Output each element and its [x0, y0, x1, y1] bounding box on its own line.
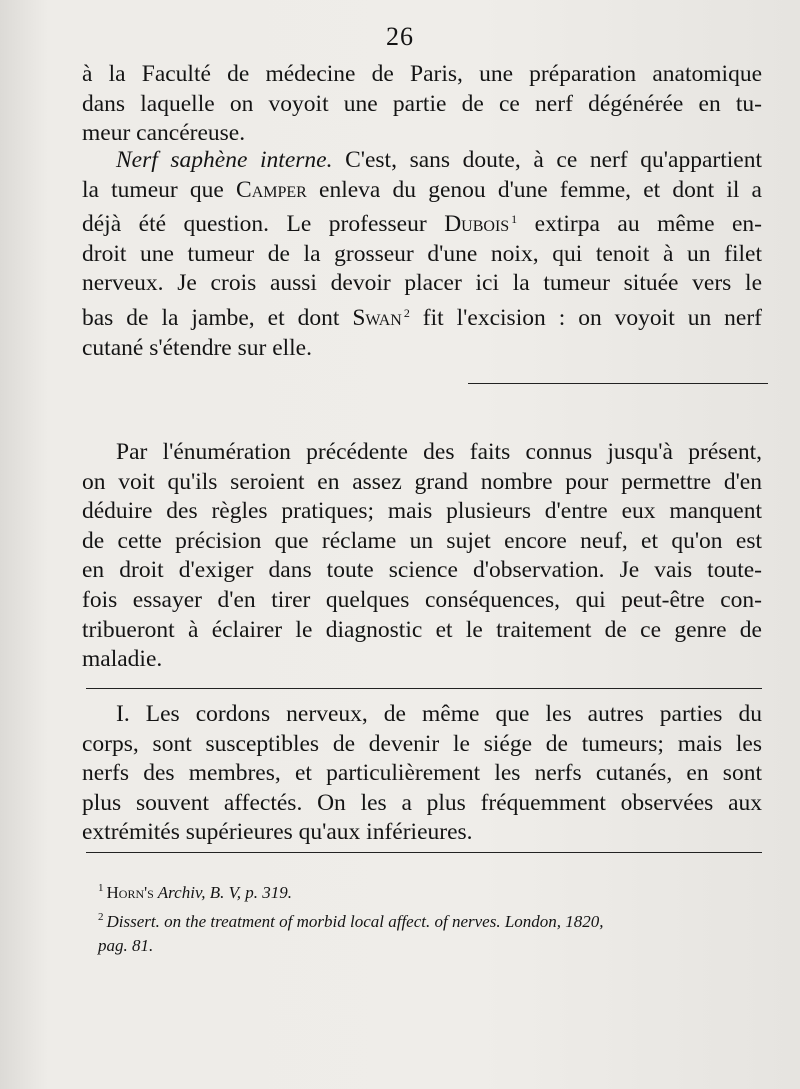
footnote-2-continuation: pag. 81.	[98, 936, 154, 955]
text-line: en droit d'exiger dans toute science d'observation. Je vais toute-	[82, 557, 762, 584]
text-line: à la Faculté de médecine de Paris, une préparation anatomique	[82, 61, 762, 87]
text-line: on voit qu'ils seroient en assez grand nombre pour permettre d'en	[82, 468, 762, 495]
footnote-2	[98, 905, 768, 934]
text-line: meur cancéreuse.	[82, 120, 246, 147]
text-run: enleva du genou d'une femme, et dont il a	[306, 176, 762, 203]
author-name-swan: Swan	[352, 304, 402, 331]
text-run: bas de la jambe, et dont	[82, 304, 353, 331]
section-heading: Nerf saphène interne.	[116, 147, 333, 173]
text-line	[82, 146, 762, 176]
text-line: plus souvent affectés. On les a plus fréquemment observées aux	[82, 789, 762, 816]
paragraph-cordons-nerveux	[82, 700, 762, 848]
paragraph-faculte	[82, 60, 762, 149]
text-line: déduire des règles pratiques; mais plusieurs d'entre eux manquent	[82, 498, 762, 525]
text-run: extirpa au même en-	[517, 211, 763, 238]
text-line	[82, 299, 762, 334]
text-line: dans laquelle on voyoit une partie de ce nerf dégénérée en tu-	[82, 90, 762, 117]
page-number: 26	[386, 22, 414, 51]
text-line: extrémités supérieures qu'aux inférieures.	[82, 819, 473, 846]
text-run: C'est, sans doute, à ce nerf qu'appartient	[332, 147, 762, 173]
text-line: Par l'énumération précédente des faits connus jusqu'à présent,	[116, 439, 762, 465]
text-line	[82, 176, 762, 206]
author-name-camper: Camper	[236, 176, 307, 203]
text-line: corps, sont susceptibles de devenir le siége de tumeurs; mais les	[82, 730, 762, 757]
paragraph-nerf-saphene	[82, 146, 762, 363]
paragraph-enumeration	[82, 438, 762, 675]
text-line: de cette précision que réclame un sujet encore neuf, et qu'on est	[82, 527, 762, 554]
footnote-marker: 1	[98, 882, 104, 894]
footnotes	[98, 876, 768, 958]
text-line: nerveux. Je crois aussi devoir placer ici la tumeur située vers le	[82, 270, 762, 297]
text-run: déjà été question. Le professeur	[82, 211, 445, 238]
section-divider	[86, 688, 762, 689]
text-run: la tumeur que	[82, 176, 237, 203]
text-line: nerfs des membres, et particulièrement les nerfs cutanés, en sont	[82, 760, 762, 787]
footnote-separator	[86, 852, 762, 853]
section-divider	[468, 383, 768, 384]
text-line: maladie.	[82, 646, 163, 673]
footnote-author: Horn's	[106, 883, 154, 902]
footnote-reference: 1	[511, 212, 518, 227]
text-line	[82, 205, 762, 240]
footnote-reference: 2	[403, 305, 410, 320]
text-line: I. Les cordons nerveux, de même que les autres parties du	[116, 701, 762, 727]
text-line: cutané s'étendre sur elle.	[82, 334, 312, 361]
text-run: fit l'excision : on voyoit un nerf	[409, 304, 762, 331]
text-line: fois essayer d'en tirer quelques conséquences, qui peut-être con-	[82, 586, 762, 613]
footnote-1	[98, 876, 768, 905]
footnote-text: Dissert. on the treatment of morbid local affect. of nerves. London, 1820,	[106, 912, 604, 931]
text-line: tribueront à éclairer le diagnostic et le traitement de ce genre de	[82, 616, 762, 643]
footnote-marker: 2	[98, 911, 104, 923]
footnote-text: Archiv, B. V, p. 319.	[153, 883, 293, 902]
text-line: droit une tumeur de la grosseur d'une noix, qui tenoit à un filet	[82, 240, 762, 267]
author-name-dubois: Dubois	[444, 211, 510, 238]
